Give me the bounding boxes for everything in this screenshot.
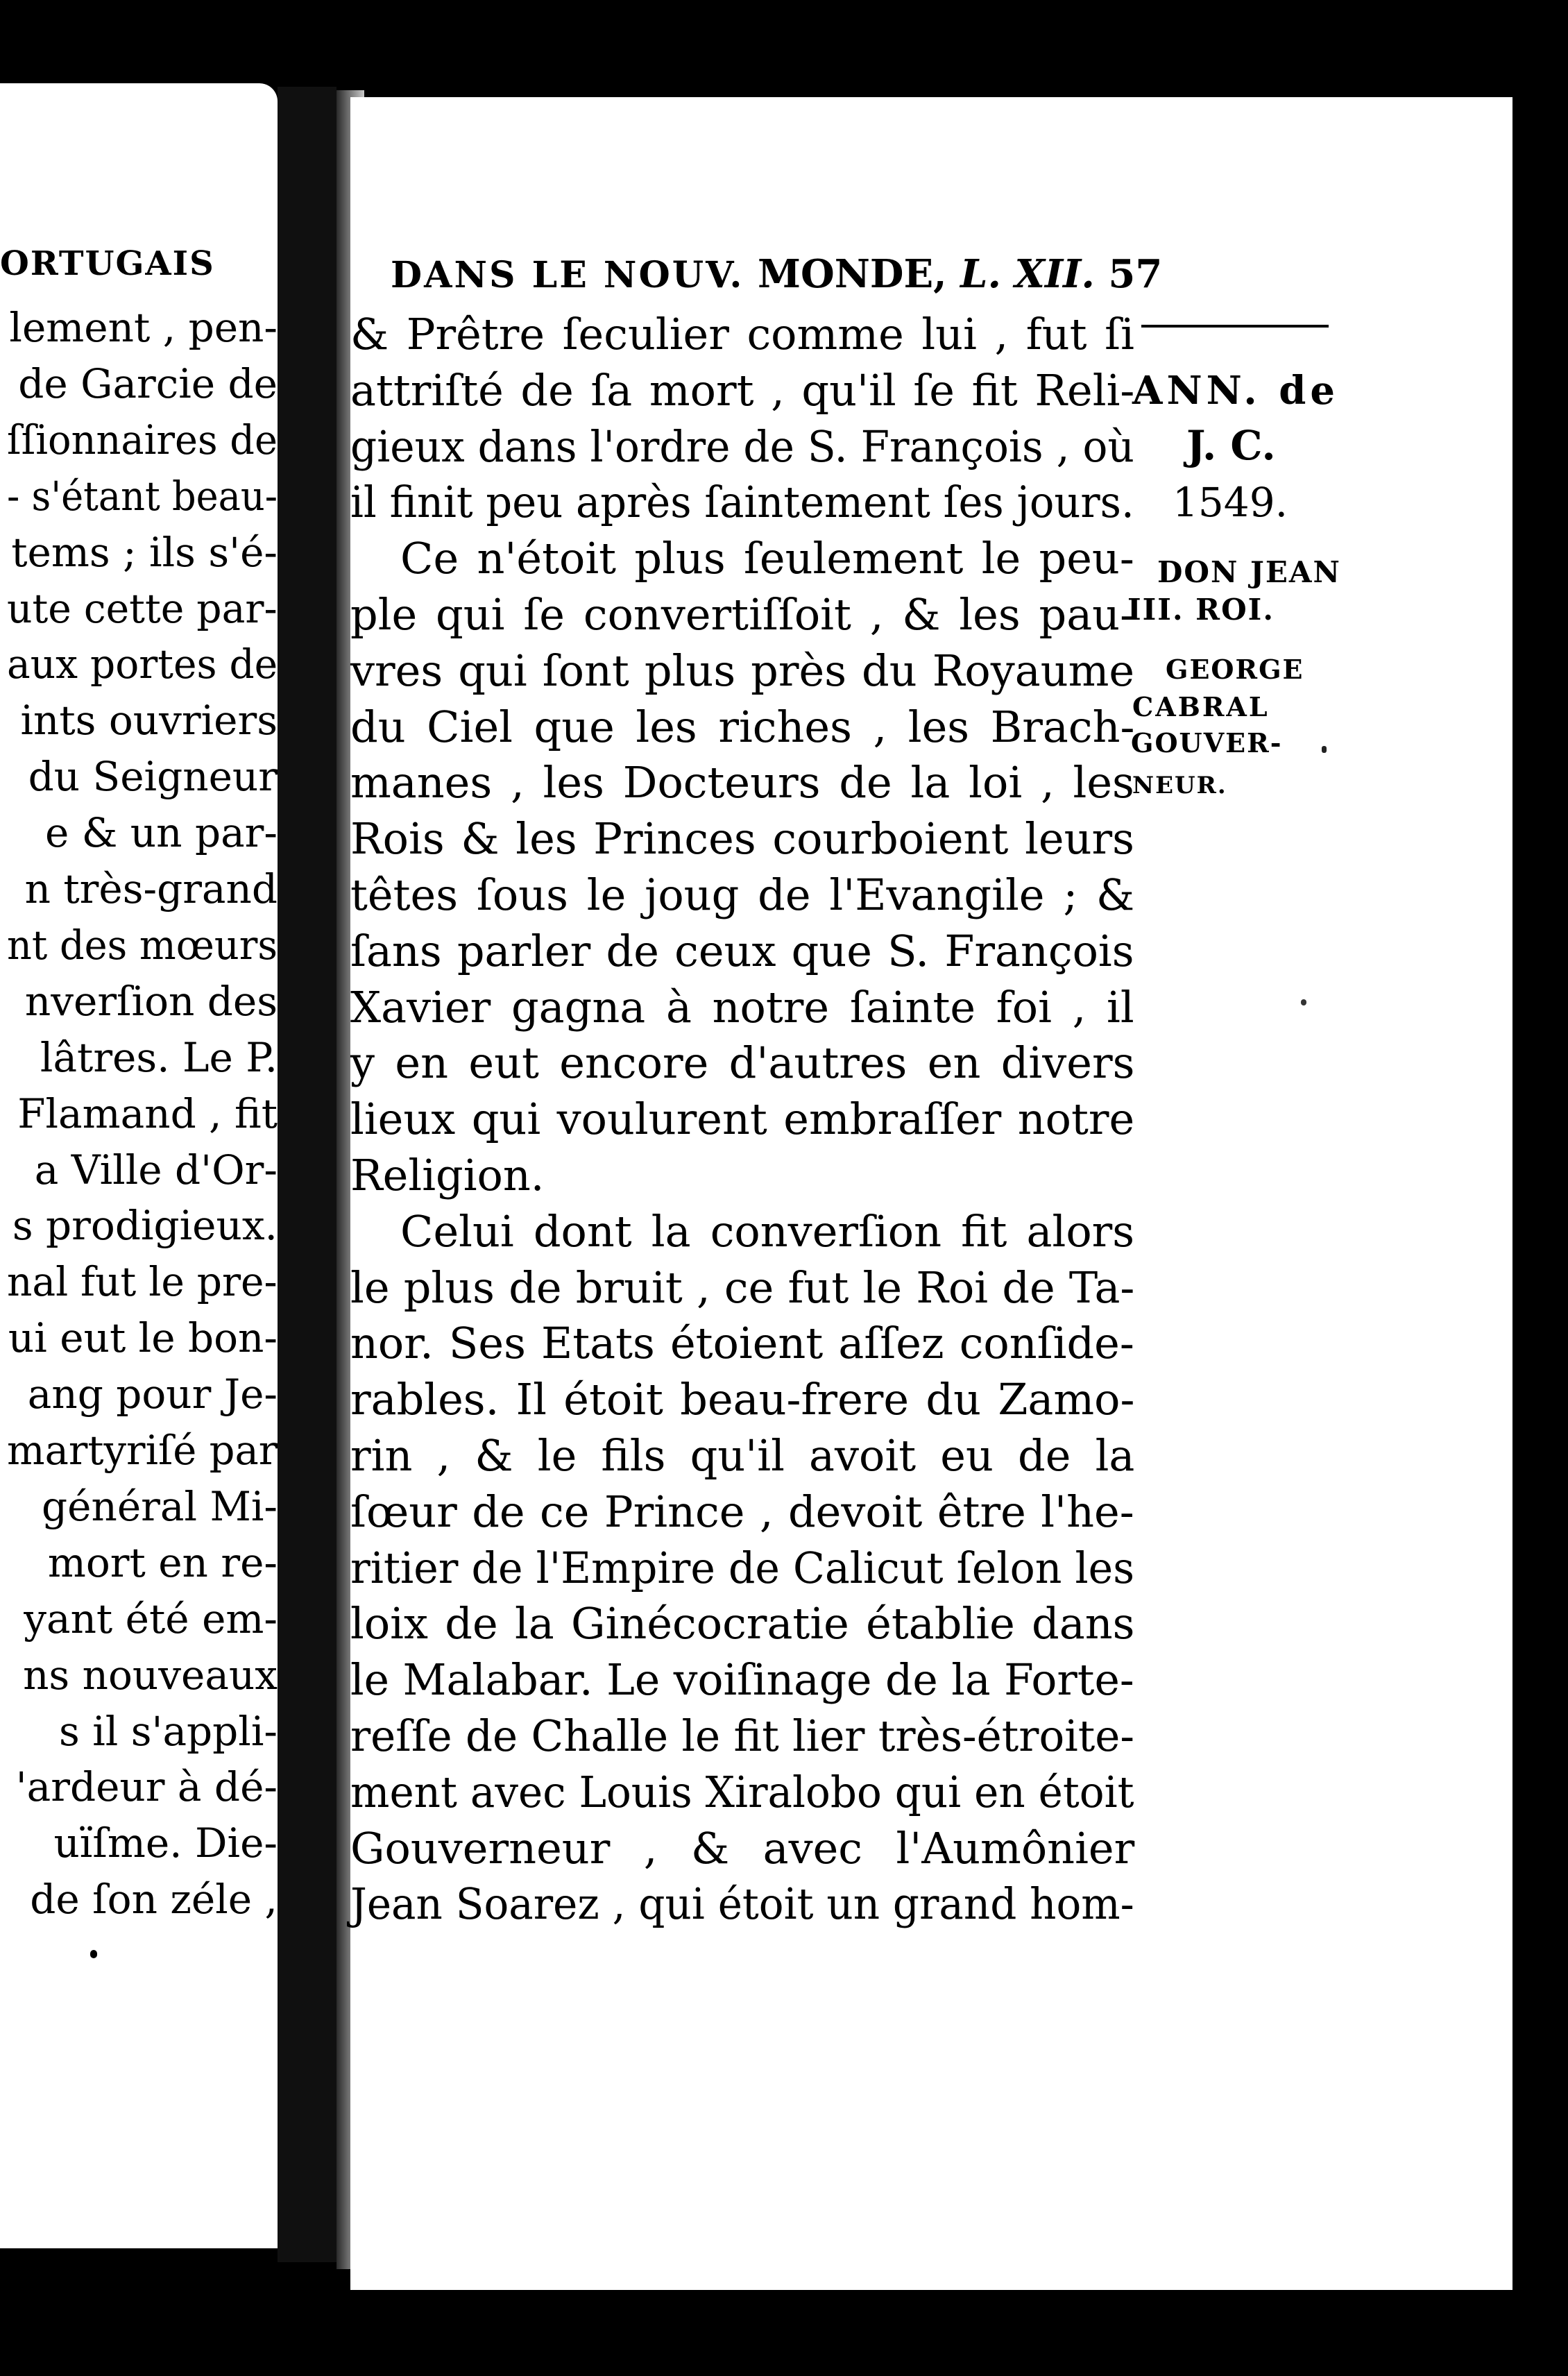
text-line: il finit peu après ſaintement ſes jours. bbox=[350, 477, 1134, 528]
running-header bbox=[391, 251, 1162, 297]
scan-speck bbox=[1301, 999, 1306, 1005]
left-page-running-header: ORTUGAIS bbox=[0, 244, 215, 283]
text-line: manes , les Docteurs de la loi , les bbox=[350, 757, 1134, 808]
text-line: attriſté de ſa mort , qu'il ſe fit Reli- bbox=[350, 364, 1135, 416]
page-number: 57 bbox=[1108, 251, 1163, 297]
text-line: reſſe de Challe le fit lier très-étroite- bbox=[350, 1711, 1134, 1761]
text-line: têtes ſous le joug de l'Evangile ; & bbox=[350, 869, 1135, 920]
margin-era: J. C. bbox=[1186, 422, 1276, 469]
margin-king-line1: DON JEAN bbox=[1157, 555, 1341, 589]
left-page-line: a Ville d'Or- bbox=[34, 1146, 278, 1194]
left-page-line: du Seigneur bbox=[28, 753, 278, 801]
left-page-line: ints ouvriers bbox=[20, 697, 278, 745]
left-page-line: général Mi- bbox=[42, 1482, 278, 1530]
left-page-line: nal fut le pre- bbox=[7, 1258, 278, 1306]
text-line: du Ciel que les riches , les Brach- bbox=[350, 701, 1135, 752]
left-page-line: ute cette par- bbox=[7, 584, 278, 632]
left-page-line: de ſon zéle , bbox=[30, 1876, 278, 1924]
text-line: Gouverneur , & avec l'Aumônier bbox=[350, 1822, 1135, 1874]
text-line: ple qui ſe convertiſſoit , & les pau- bbox=[350, 589, 1135, 640]
left-page-line: mort en re- bbox=[47, 1538, 278, 1586]
left-page-line: ui eut le bon- bbox=[8, 1314, 278, 1362]
text-line: le Malabar. Le voiſinage de la Forte- bbox=[350, 1654, 1134, 1706]
left-page-line: ſſionnaires de bbox=[7, 416, 278, 464]
margin-king-line2: III. ROI. bbox=[1127, 593, 1275, 627]
text-line: ment avec Louis Xiralobo qui en étoit bbox=[350, 1766, 1134, 1817]
margin-governor-line1: GEORGE bbox=[1166, 654, 1304, 685]
left-page-line: nt des mœurs bbox=[7, 921, 278, 969]
book-number: L. XII. bbox=[960, 251, 1095, 297]
left-page-line: s il s'appli- bbox=[59, 1707, 278, 1755]
margin-rule bbox=[1141, 325, 1329, 328]
left-page-line: aux portes de bbox=[6, 640, 278, 688]
left-page-line: ang pour Je- bbox=[27, 1371, 278, 1418]
text-line: le plus de bruit , ce fut le Roi de Ta- bbox=[350, 1262, 1135, 1313]
left-page-line: yant été em- bbox=[24, 1595, 278, 1643]
margin-governor-line2: CABRAL bbox=[1132, 691, 1270, 722]
left-page-line: nverſion des bbox=[24, 977, 278, 1025]
text-line: vres qui ſont plus près du Royaume bbox=[350, 645, 1135, 696]
left-page-line: lâtres. Le P. bbox=[40, 1033, 278, 1081]
scan-speck bbox=[90, 1950, 97, 1958]
text-line: loix de la Ginécocratie établie dans bbox=[350, 1598, 1135, 1649]
text-line: nor. Ses Etats étoient aſſez conſide- bbox=[350, 1318, 1134, 1369]
running-title: DANS LE NOUV. bbox=[391, 254, 744, 296]
left-page-line: tems ; ils s'é- bbox=[11, 528, 278, 576]
text-line: Jean Soarez , qui étoit un grand hom- bbox=[350, 1878, 1134, 1930]
text-line: Religion. bbox=[350, 1150, 545, 1200]
margin-governor-line3: GOUVER- bbox=[1131, 727, 1283, 758]
left-page-line: e & un par- bbox=[44, 809, 278, 857]
text-line: lieux qui voulurent embraſſer notre bbox=[350, 1094, 1135, 1145]
left-page-line: - s'étant beau- bbox=[6, 472, 278, 520]
margin-governor-line4: NEUR. bbox=[1132, 772, 1227, 799]
left-page bbox=[0, 83, 278, 2248]
margin-year: 1549. bbox=[1173, 479, 1288, 526]
book-gutter bbox=[278, 87, 336, 2262]
margin-year-label: ANN. de bbox=[1132, 368, 1340, 414]
right-page bbox=[350, 97, 1512, 2290]
text-line: Xavier gagna à notre ſainte foi , il bbox=[350, 981, 1134, 1033]
text-line: & Prêtre ſeculier comme lui , fut ſi bbox=[350, 309, 1134, 359]
left-page-line: lement , pen- bbox=[9, 304, 278, 351]
left-page-line: s prodigieux. bbox=[12, 1202, 278, 1250]
left-page-line: n très-grand bbox=[24, 865, 278, 913]
left-page-line: Flamand , fit bbox=[17, 1089, 278, 1137]
left-page-line: uïſme. Die- bbox=[53, 1819, 278, 1867]
left-page-line: martyriſé par bbox=[6, 1427, 278, 1474]
text-line: ritier de l'Empire de Calicut ſelon les bbox=[350, 1542, 1135, 1593]
left-page-line: de Garcie de bbox=[18, 359, 278, 407]
text-line: Rois & les Princes courboient leurs bbox=[350, 813, 1134, 865]
text-line: Ce n'étoit plus ſeulement le peu- bbox=[400, 533, 1134, 584]
left-page-line: 'ardeur à dé- bbox=[15, 1763, 278, 1811]
left-page-line: ns nouveaux bbox=[23, 1651, 278, 1699]
text-line: y en eut encore d'autres en divers bbox=[350, 1037, 1135, 1089]
text-line: rables. Il étoit beau-frere du Zamo- bbox=[350, 1374, 1135, 1425]
scan-speck bbox=[1322, 746, 1327, 753]
text-line: rin , & le fils qu'il avoit eu de la bbox=[350, 1430, 1135, 1481]
running-title-world: MONDE, bbox=[757, 251, 947, 297]
text-line: ſœur de ce Prince , devoit être l'he- bbox=[350, 1486, 1134, 1537]
text-line: Celui dont la converſion fit alors bbox=[400, 1205, 1135, 1257]
text-line: ſans parler de ceux que S. François bbox=[350, 925, 1134, 976]
text-line: gieux dans l'ordre de S. François , où bbox=[350, 421, 1134, 472]
